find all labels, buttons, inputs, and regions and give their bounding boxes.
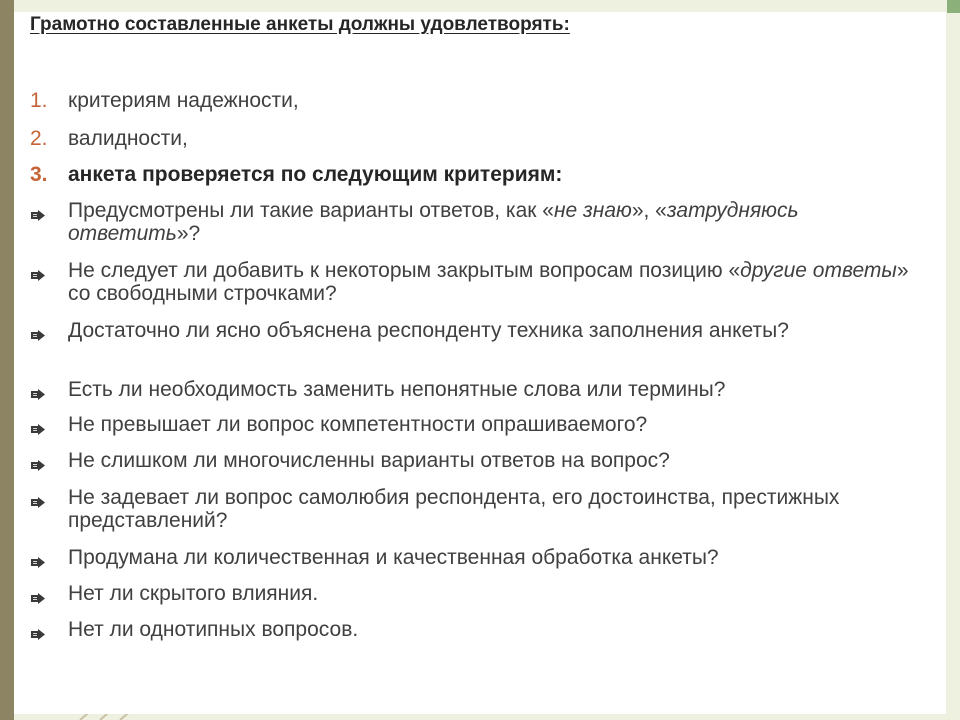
pointing-hand-icon — [30, 491, 46, 504]
bullet-item-text — [68, 413, 918, 436]
text-segment: Достаточно ли ясно объяснена респонденту техника заполнения анкеты? — [68, 319, 789, 342]
list-number: 2. — [30, 127, 48, 150]
pointing-hand-icon — [30, 418, 46, 431]
bullet-item-text — [68, 582, 918, 605]
pointing-hand-icon — [30, 623, 46, 636]
text-segment: Не следует ли добавить к некоторым закрытым вопросам позицию « — [68, 259, 741, 282]
italic-phrase: другие ответы — [740, 259, 897, 282]
pointing-hand-icon — [30, 204, 46, 217]
list-number: 3. — [30, 163, 48, 186]
pointing-hand-icon — [30, 454, 46, 467]
list-number: 1. — [30, 89, 48, 112]
pointing-hand-icon — [30, 264, 46, 277]
pointing-hand-icon — [30, 324, 46, 337]
text-segment: Продумана ли количественная и качественная обработка анкеты? — [68, 546, 719, 569]
text-segment: Не слишком ли многочисленны варианты ответов на вопрос? — [68, 449, 670, 472]
numbered-item-text: валидности, — [68, 127, 188, 150]
text-segment: Есть ли необходимость заменить непонятные слова или термины? — [68, 378, 726, 401]
corner-square-decoration — [947, 0, 960, 13]
italic-phrase: не знаю — [553, 199, 632, 222]
text-segment: », « — [631, 199, 667, 222]
bullet-item-text — [68, 618, 918, 641]
pointing-hand-icon — [30, 383, 46, 396]
bullet-item-text — [68, 486, 918, 532]
pointing-hand-icon — [30, 551, 46, 564]
text-segment: Не задевает ли вопрос самолюбия респондента, его достоинства, престижных представлений? — [68, 486, 840, 532]
bullet-item-text — [68, 199, 918, 245]
text-segment: »? — [176, 222, 201, 245]
text-segment: Не превышает ли вопрос компетентности опрашиваемого? — [68, 413, 648, 436]
left-decorative-band — [0, 0, 14, 720]
italic-phrase: затрудняюсь ответить — [68, 199, 799, 245]
slide-title: Грамотно составленные анкеты должны удовлетворять: — [30, 14, 570, 35]
text-segment: Нет ли скрытого влияния. — [68, 582, 319, 605]
bullet-item-text — [68, 449, 918, 472]
text-segment: » со свободными строчками? — [68, 259, 909, 305]
bullet-item-text — [68, 546, 918, 569]
numbered-item-text: критериям надежности, — [68, 89, 299, 112]
slide-content-panel — [14, 12, 946, 714]
bullet-item-text — [68, 378, 918, 401]
numbered-item-text: анкета проверяется по следующим критериям: — [68, 163, 563, 186]
pointing-hand-icon — [30, 587, 46, 600]
text-segment: Нет ли однотипных вопросов. — [68, 618, 359, 641]
text-segment: Предусмотрены ли такие варианты ответов, как « — [68, 199, 554, 222]
bullet-item-text — [68, 259, 918, 305]
bullet-item-text — [68, 319, 918, 342]
